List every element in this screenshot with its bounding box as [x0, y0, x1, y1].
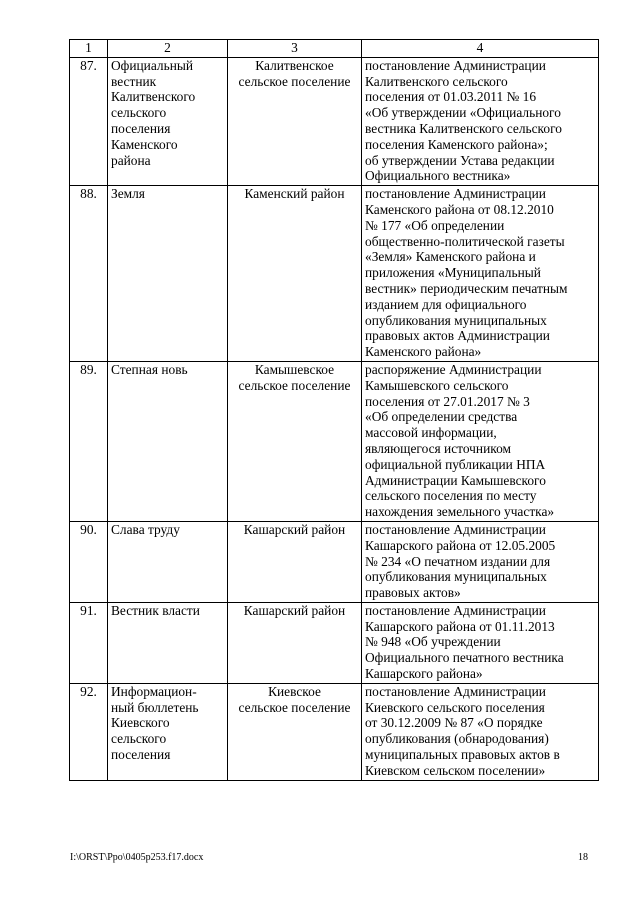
table-row — [70, 186, 599, 362]
municipality: Каменский район — [228, 186, 362, 362]
row-number: 87. — [70, 57, 108, 185]
row-number: 89. — [70, 361, 108, 521]
row-number: 88. — [70, 186, 108, 362]
table-row — [70, 683, 599, 780]
publication-name: Слава труду — [108, 521, 228, 602]
municipality: Кашарский район — [228, 602, 362, 683]
header-row — [70, 40, 599, 58]
municipality: Кашарский район — [228, 521, 362, 602]
legal-act: распоряжение Администрации Камышевского сельского поселения от 27.01.2017 № 3 «Об определении средства массовой информации, являющегося источником официальной публикации НПА Администрации Камышевского сельского поселения по месту нахождения земельного участка» — [362, 361, 599, 521]
publication-name: Вестник власти — [108, 602, 228, 683]
row-number: 92. — [70, 683, 108, 780]
publication-name: Земля — [108, 186, 228, 362]
row-number: 91. — [70, 602, 108, 683]
column-header-2: 2 — [108, 40, 228, 58]
legal-act: постановление Администрации Киевского сельского поселения от 30.12.2009 № 87 «О порядке опубликования (обнародования) муниципальных правовых актов в Киевском сельском поселении» — [362, 683, 599, 780]
table-row — [70, 602, 599, 683]
municipality: Камышевское сельское поселение — [228, 361, 362, 521]
footer-file-path: I:\ORST\Ppo\0405p253.f17.docx — [70, 852, 204, 863]
registry-table — [69, 39, 599, 781]
table-row — [70, 361, 599, 521]
legal-act: постановление Администрации Каменского района от 08.12.2010 № 177 «Об определении общественно-политической газеты «Земля» Каменского района и приложения «Муниципальный вестник» периодическим печатным изданием для официального опубликования муниципальных правовых актов Администрации Каменского района» — [362, 186, 599, 362]
publication-name: Информацион- ный бюллетень Киевского сельского поселения — [108, 683, 228, 780]
publication-name: Официальный вестник Калитвенского сельского поселения Каменского района — [108, 57, 228, 185]
table-row — [70, 521, 599, 602]
column-header-3: 3 — [228, 40, 362, 58]
column-header-1: 1 — [70, 40, 108, 58]
municipality: Калитвенское сельское поселение — [228, 57, 362, 185]
row-number: 90. — [70, 521, 108, 602]
legal-act: постановление Администрации Кашарского района от 01.11.2013 № 948 «Об учреждении Официального печатного вестника Кашарского района» — [362, 602, 599, 683]
legal-act: постановление Администрации Кашарского района от 12.05.2005 № 234 «О печатном издании для опубликования муниципальных правовых актов» — [362, 521, 599, 602]
municipality: Киевское сельское поселение — [228, 683, 362, 780]
legal-act: постановление Администрации Калитвенского сельского поселения от 01.03.2011 № 16 «Об утверждении «Официального вестника Калитвенского сельского поселения Каменского района»; об утверждении Устава редакции Официального вестника» — [362, 57, 599, 185]
table-row — [70, 57, 599, 185]
publication-name: Степная новь — [108, 361, 228, 521]
column-header-4: 4 — [362, 40, 599, 58]
page-number: 18 — [578, 852, 588, 863]
